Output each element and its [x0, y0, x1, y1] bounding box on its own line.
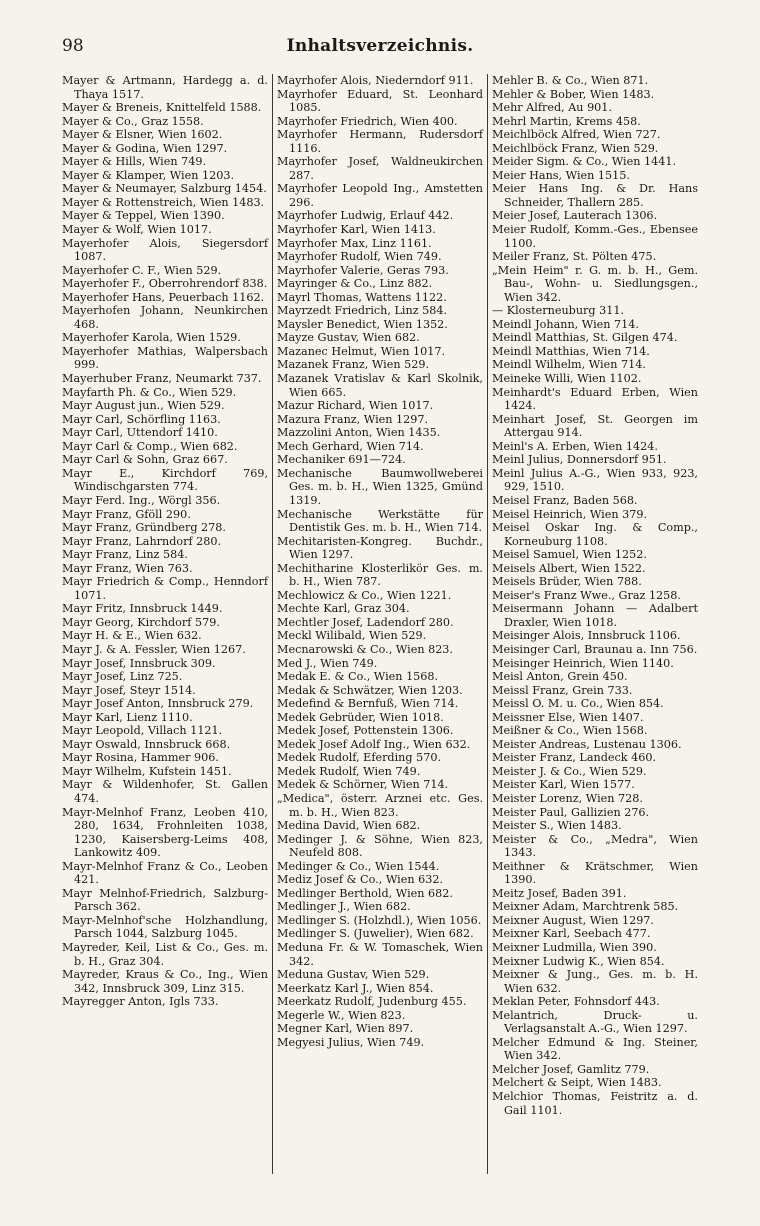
column-3: [487, 74, 702, 1174]
index-entry: Medina David, Wien 682.: [277, 819, 421, 833]
index-entry: Medek Rudolf, Wien 749.: [277, 764, 421, 778]
index-entry: Meiler Franz, St. Pölten 475.: [492, 250, 657, 264]
index-entry: Mayr Rosina, Hammer 906.: [62, 751, 219, 765]
index-entry: Mayringer & Co., Linz 882.: [277, 277, 433, 291]
index-entry: Mechlowicz & Co., Wien 1221.: [277, 588, 452, 602]
index-entry: Meduna Fr. & W. Tomaschek, Wien 342.: [277, 941, 483, 968]
index-entry: Mayerhofer C. F., Wien 529.: [62, 263, 222, 277]
index-entry: Mayer & Klamper, Wien 1203.: [62, 168, 235, 182]
index-entry: Mechitharine Klosterlikör Ges. m. b. H., Wien 787.: [277, 561, 483, 589]
index-entry: Meider Sigm. & Co., Wien 1441.: [492, 155, 677, 169]
index-entry: Mayer & Breneis, Knittelfeld 1588.: [62, 101, 262, 115]
index-entry: Melchert & Seipt, Wien 1483.: [492, 1076, 662, 1090]
index-entry: Meister J. & Co., Wien 529.: [492, 764, 647, 778]
index-entry: Mayerhofer Hans, Peuerbach 1162.: [62, 290, 265, 304]
index-entry: Mayrhofer Hermann, Rudersdorf 1116.: [277, 128, 483, 155]
index-entry: Mayr Carl & Sohn, Graz 667.: [62, 453, 228, 467]
index-entry: Mehler B. & Co., Wien 871.: [492, 74, 649, 87]
index-entry: Mayrl Thomas, Wattens 1122.: [277, 290, 447, 304]
index-entry: Mehler & Bober, Wien 1483.: [492, 87, 655, 101]
index-entry: „Mein Heim" r. G. m. b. H., Gem. Bau-, Wohn- u. Siedlungsgen., Wien 342.: [492, 263, 698, 304]
index-entry: Meckl Wilibald, Wien 529.: [277, 629, 427, 643]
index-entry: Meithner & Krätschmer, Wien 1390.: [492, 859, 698, 887]
index-entry: Medek Rudolf, Eferding 570.: [277, 751, 441, 765]
index-entry: „Medica", österr. Arznei etc. Ges. m. b. H., Wien 823.: [277, 791, 483, 819]
index-entry: Mayr Carl & Comp., Wien 682.: [62, 439, 238, 453]
index-entry: Mazur Richard, Wien 1017.: [277, 399, 434, 413]
index-entry: Meißner & Co., Wien 1568.: [492, 724, 648, 738]
index-entry: Meissl O. M. u. Co., Wien 854.: [492, 697, 664, 711]
index-entry: Meixner August, Wien 1297.: [492, 913, 654, 927]
index-entry: Mayr August jun., Wien 529.: [62, 399, 225, 413]
index-entry: Meixner Ludmilla, Wien 390.: [492, 941, 657, 954]
index-entry: Meindl Matthias, Wien 714.: [492, 344, 650, 358]
index-entry: Meissner Else, Wien 1407.: [492, 710, 644, 724]
index-entry: Mayr Georg, Kirchdorf 579.: [62, 615, 220, 629]
index-entry: Meinl's A. Erben, Wien 1424.: [492, 439, 658, 453]
index-entry: Meier Hans, Wien 1515.: [492, 168, 630, 182]
index-entry: Mayer & Godina, Wien 1297.: [62, 141, 228, 155]
index-entry: Mayrhofer Leopold Ing., Amstetten 296.: [277, 182, 483, 209]
index-entry: Mayr J. & A. Fessler, Wien 1267.: [62, 642, 246, 656]
index-entry: Meister S., Wien 1483.: [492, 819, 622, 833]
index-entry: — Klosterneuburg 311.: [492, 304, 624, 318]
index-entry: Mayr Oswald, Innsbruck 668.: [62, 737, 231, 751]
index-entry: Mazanek Franz, Wien 529.: [277, 358, 430, 372]
index-entry: Meiser's Franz Wwe., Graz 1258.: [492, 588, 681, 602]
index-entry: Mayerhofer Karola, Wien 1529.: [62, 331, 241, 345]
index-entry: Meixner Ludwig K., Wien 854.: [492, 954, 665, 968]
index-entry: Mayr Wilhelm, Kufstein 1451.: [62, 764, 232, 778]
index-entry: Mecnarowski & Co., Wien 823.: [277, 642, 453, 656]
index-entry: Meichlböck Franz, Wien 529.: [492, 141, 659, 155]
index-entry: Meinhardt's Eduard Erben, Wien 1424.: [492, 385, 698, 413]
page-number: 98: [62, 36, 84, 56]
index-entry: Mayr Karl, Lienz 1110.: [62, 710, 193, 724]
index-entry: Meisl Anton, Grein 450.: [492, 670, 628, 684]
index-entry: Medek Josef, Pottenstein 1306.: [277, 724, 454, 738]
index-entry: Meisels Brüder, Wien 788.: [492, 575, 642, 589]
index-entry: Mayerhofer Alois, Siegersdorf 1087.: [62, 236, 268, 264]
index-entry: Mayrhofer Ludwig, Erlauf 442.: [277, 209, 454, 223]
index-entry: Mayr Josef, Linz 725.: [62, 670, 183, 684]
index-entry: Mayr Friedrich & Comp., Henndorf 1071.: [62, 575, 268, 602]
index-entry: Maysler Benedict, Wien 1352.: [277, 317, 448, 331]
index-entry: Mayrhofer Alois, Niederndorf 911.: [277, 74, 474, 87]
index-entry: Melchior Thomas, Feistritz a. d. Gail 1101.: [492, 1090, 698, 1117]
index-entry: Medak E. & Co., Wien 1568.: [277, 670, 439, 684]
index-entry: Medinger & Co., Wien 1544.: [277, 859, 440, 873]
index-entry: Meisel Oskar Ing. & Comp., Korneuburg 1108.: [492, 521, 698, 548]
index-entry: Mech Gerhard, Wien 714.: [277, 439, 424, 453]
index-entry: Mayr Carl, Uttendorf 1410.: [62, 426, 218, 440]
index-entry: Mechte Karl, Graz 304.: [277, 602, 410, 616]
index-entry: Meier Hans Ing. & Dr. Hans Schneider, Thallern 285.: [492, 182, 698, 209]
index-entry: Medek Gebrüder, Wien 1018.: [277, 710, 444, 724]
index-entry: Medinger J. & Söhne, Wien 823, Neufeld 808.: [277, 832, 483, 860]
index-entry: Meisermann Johann — Adalbert Draxler, Wien 1018.: [492, 602, 698, 629]
index-entry: Medlinger S. (Holzhdl.), Wien 1056.: [277, 913, 482, 927]
column-2: [272, 74, 487, 1174]
index-entry: Mayr Ferd. Ing., Wörgl 356.: [62, 493, 221, 507]
index-entry: Meixner & Jung., Ges. m. b. H. Wien 632.: [492, 968, 698, 995]
index-entry: Mazzolini Anton, Wien 1435.: [277, 426, 441, 440]
index-entry: Mechanische Werkstätte für Dentistik Ges. m. b. H., Wien 714.: [277, 507, 483, 535]
index-entry: Mayrhofer Valerie, Geras 793.: [277, 263, 449, 277]
column-1: [62, 74, 272, 1174]
index-entry: Meinhart Josef, St. Georgen im Attergau 914.: [492, 412, 698, 440]
index-entry: Melcher Josef, Gamlitz 779.: [492, 1062, 650, 1076]
index-entry: Medak & Schwätzer, Wien 1203.: [277, 683, 463, 697]
index-entry: Mediz Josef & Co., Wien 632.: [277, 873, 443, 887]
index-entry: Megerle W., Wien 823.: [277, 1008, 406, 1022]
index-entry: Mayr-Melnhof Franz & Co., Leoben 421.: [62, 859, 268, 887]
index-entry: Mayr-Melnhof Franz, Leoben 410, 280, 1634, Frohnleiten 1038, 1230, Kaisersberg-Leims 408, Lankowitz 409.: [62, 805, 268, 860]
index-entry: Mayrzedt Friedrich, Linz 584.: [277, 304, 448, 318]
index-entry: Mayr Fritz, Innsbruck 1449.: [62, 602, 223, 616]
index-entry: Meister Lorenz, Wien 728.: [492, 791, 643, 805]
index-entry: Mayerhofer F., Oberrohrendorf 838.: [62, 277, 268, 291]
index-entry: Mayr E., Kirchdorf 769, Windischgarsten 774.: [62, 466, 268, 494]
index-entry: Megner Karl, Wien 897.: [277, 1022, 414, 1036]
index-entry: Mayr Melnhof-Friedrich, Salzburg-Parsch 362.: [62, 886, 268, 914]
index-entry: Medlinger J., Wien 682.: [277, 900, 411, 914]
index-entry: Medefind & Bernfuß, Wien 714.: [277, 697, 459, 711]
index-entry: Mayrhofer Rudolf, Wien 749.: [277, 250, 442, 264]
index-entry: Meisel Heinrich, Wien 379.: [492, 507, 647, 521]
index-entry: Mayrhofer Josef, Waldneukirchen 287.: [277, 155, 483, 182]
index-entry: Meichlböck Alfred, Wien 727.: [492, 128, 661, 142]
index-entry: Meister Karl, Wien 1577.: [492, 778, 635, 792]
index-entry: Mayerhofer Mathias, Walpersbach 999.: [62, 344, 268, 372]
index-entry: Mayze Gustav, Wien 682.: [277, 331, 420, 345]
index-entry: Mayr & Wildenhofer, St. Gallen 474.: [62, 778, 268, 805]
index-entry: Mechaniker 691—724.: [277, 453, 406, 467]
index-entry: Mazura Franz, Wien 1297.: [277, 412, 429, 426]
index-entry: Meindl Johann, Wien 714.: [492, 317, 639, 331]
index-entry: Meister Andreas, Lustenau 1306.: [492, 737, 682, 751]
index-entry: Meklan Peter, Fohnsdorf 443.: [492, 995, 660, 1009]
index-entry: Mayer & Co., Graz 1558.: [62, 114, 204, 128]
index-entry: Meisinger Alois, Innsbruck 1106.: [492, 629, 681, 643]
index-entry: Mayreder, Kraus & Co., Ing., Wien 342, Innsbruck 309, Linz 315.: [62, 968, 268, 995]
index-entry: Megyesi Julius, Wien 749.: [277, 1035, 425, 1049]
index-entry: Meisel Samuel, Wien 1252.: [492, 548, 647, 562]
index-entry: Meisinger Carl, Braunau a. Inn 756.: [492, 642, 698, 656]
index-entry: Meerkatz Rudolf, Judenburg 455.: [277, 995, 467, 1009]
index-entry: Med J., Wien 749.: [277, 656, 378, 670]
index-entry: Medek Josef Adolf Ing., Wien 632.: [277, 737, 471, 751]
index-entry: Mayerhofen Johann, Neunkirchen 468.: [62, 304, 268, 331]
index-entry: Mayrhofer Friedrich, Wien 400.: [277, 114, 458, 128]
index-entry: Meier Rudolf, Komm.-Ges., Ebensee 1100.: [492, 223, 698, 250]
index-entry: Mayrhofer Max, Linz 1161.: [277, 236, 432, 250]
index-entry: Meister Paul, Gallizien 276.: [492, 805, 650, 819]
index-entry: Meitz Josef, Baden 391.: [492, 886, 627, 900]
index-columns: [62, 74, 702, 1174]
page-title: Inhaltsverzeichnis.: [286, 36, 474, 56]
index-entry: Mayr Franz, Wien 763.: [62, 561, 193, 575]
index-entry: Meixner Karl, Seebach 477.: [492, 927, 651, 941]
index-entry: Medlinger S. (Juwelier), Wien 682.: [277, 927, 474, 941]
index-entry: Meindl Matthias, St. Gilgen 474.: [492, 331, 678, 345]
index-entry: Mazanec Helmut, Wien 1017.: [277, 344, 446, 358]
index-entry: Meinl Julius A.-G., Wien 933, 923, 929, 1510.: [492, 466, 698, 494]
index-entry: Mayer & Neumayer, Salzburg 1454.: [62, 182, 267, 196]
index-entry: Mayr H. & E., Wien 632.: [62, 629, 202, 643]
index-entry: Meixner Adam, Marchtrenk 585.: [492, 900, 679, 914]
index-entry: Melcher Edmund & Ing. Steiner, Wien 342.: [492, 1035, 698, 1063]
index-entry: Mayr Josef, Innsbruck 309.: [62, 656, 216, 670]
index-entry: Meister & Co., „Medra", Wien 1343.: [492, 832, 698, 860]
index-entry: Meier Josef, Lauterach 1306.: [492, 209, 658, 223]
index-entry: Melantrich, Druck- u. Verlagsanstalt A.-G., Wien 1297.: [492, 1008, 698, 1036]
index-entry: Mayr-Melnhof'sche Holzhandlung, Parsch 1044, Salzburg 1045.: [62, 913, 268, 941]
index-entry: Mayer & Rottenstreich, Wien 1483.: [62, 195, 265, 209]
index-entry: Mayr Franz, Linz 584.: [62, 548, 188, 562]
index-entry: Mayr Franz, Lahrndorf 280.: [62, 534, 222, 548]
index-entry: Meindl Wilhelm, Wien 714.: [492, 358, 646, 372]
index-entry: Mayer & Hills, Wien 749.: [62, 155, 207, 169]
index-entry: Mayfarth Ph. & Co., Wien 529.: [62, 385, 237, 399]
index-entry: Mayr Leopold, Villach 1121.: [62, 724, 223, 738]
index-entry: Mechanische Baumwollweberei Ges. m. b. H., Wien 1325, Gmünd 1319.: [277, 466, 483, 507]
index-entry: Mayer & Elsner, Wien 1602.: [62, 128, 223, 142]
index-entry: Mechtler Josef, Ladendorf 280.: [277, 615, 454, 629]
index-entry: Mayr Josef Anton, Innsbruck 279.: [62, 697, 254, 711]
index-entry: Mayr Josef, Steyr 1514.: [62, 683, 196, 697]
index-entry: Meduna Gustav, Wien 529.: [277, 968, 430, 982]
index-entry: Mechitaristen-Kongreg. Buchdr., Wien 1297.: [277, 534, 483, 562]
index-entry: Mayreder, Keil, List & Co., Ges. m. b. H., Graz 304.: [62, 941, 268, 968]
index-entry: Medlinger Berthold, Wien 682.: [277, 886, 453, 900]
index-entry: Mayer & Artmann, Hardegg a. d. Thaya 1517.: [62, 74, 268, 101]
index-entry: Mayerhuber Franz, Neumarkt 737.: [62, 372, 262, 386]
index-entry: Meinl Julius, Donnersdorf 951.: [492, 453, 667, 467]
index-entry: Meerkatz Karl J., Wien 854.: [277, 981, 434, 995]
index-entry: Meisinger Heinrich, Wien 1140.: [492, 656, 674, 670]
index-entry: Mayrhofer Eduard, St. Leonhard 1085.: [277, 87, 483, 115]
index-entry: Mayrhofer Karl, Wien 1413.: [277, 223, 436, 237]
index-entry: Mayr Carl, Schörfling 1163.: [62, 412, 221, 426]
index-entry: Meissl Franz, Grein 733.: [492, 683, 633, 697]
index-entry: Meister Franz, Landeck 460.: [492, 751, 657, 765]
index-entry: Meisels Albert, Wien 1522.: [492, 561, 646, 575]
index-entry: Mehrl Martin, Krems 458.: [492, 114, 641, 128]
index-entry: Mayer & Wolf, Wien 1017.: [62, 223, 212, 237]
index-entry: Mayer & Teppel, Wien 1390.: [62, 209, 225, 223]
index-entry: Meineke Willi, Wien 1102.: [492, 372, 642, 386]
index-entry: Medek & Schörner, Wien 714.: [277, 778, 449, 792]
index-entry: Mayregger Anton, Igls 733.: [62, 995, 219, 1009]
index-entry: Mazanek Vratislav & Karl Skolnik, Wien 665.: [277, 372, 483, 399]
index-entry: Mayr Franz, Gföll 290.: [62, 507, 191, 521]
index-entry: Mehr Alfred, Au 901.: [492, 101, 612, 115]
index-entry: Mayr Franz, Gründberg 278.: [62, 521, 226, 535]
index-entry: Meisel Franz, Baden 568.: [492, 493, 638, 507]
